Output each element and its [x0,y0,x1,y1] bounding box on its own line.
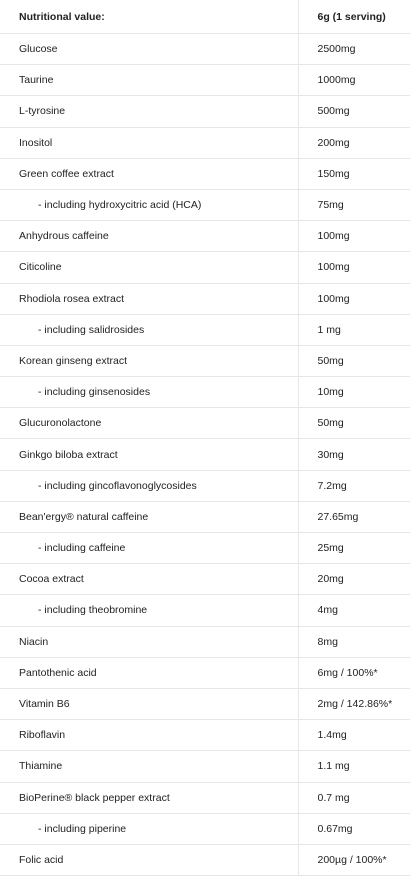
nutrient-name: - including hydroxycitric acid (HCA) [0,189,298,220]
nutrient-name: Vitamin B6 [0,688,298,719]
nutrient-value: 0.7 mg [298,782,410,813]
table-row [0,377,410,408]
nutrient-name: Niacin [0,626,298,657]
table-row [0,408,410,439]
nutrient-value: 150mg [298,158,410,189]
table-row [0,564,410,595]
nutrient-name: Green coffee extract [0,158,298,189]
nutrient-name: - including ginsenosides [0,377,298,408]
table-row [0,65,410,96]
nutrient-value: 50mg [298,345,410,376]
table-row [0,439,410,470]
table-row [0,782,410,813]
nutrient-value: 27.65mg [298,501,410,532]
table-row [0,252,410,283]
nutrient-value: 6mg / 100%* [298,657,410,688]
nutrient-value: 100mg [298,221,410,252]
nutrient-name: Bean'ergy® natural caffeine [0,501,298,532]
nutrient-value: 2mg / 142.86%* [298,688,410,719]
nutrient-value: 1 mg [298,314,410,345]
nutrient-value: 10mg [298,377,410,408]
table-row [0,221,410,252]
table-header-row [0,0,410,34]
nutrient-name: Folic acid [0,844,298,875]
nutrient-value: 1.4mg [298,720,410,751]
header-serving: 6g (1 serving) [298,0,410,34]
table-row [0,127,410,158]
nutrient-name: Glucose [0,34,298,65]
nutrient-name: Cocoa extract [0,564,298,595]
nutrient-name: Citicoline [0,252,298,283]
table-row [0,283,410,314]
nutrient-value: 1.1 mg [298,751,410,782]
table-row [0,470,410,501]
table-row [0,533,410,564]
nutrient-name: Thiamine [0,751,298,782]
nutrient-value: 25mg [298,533,410,564]
nutrient-value: 7.2mg [298,470,410,501]
nutrient-value: 2500mg [298,34,410,65]
nutrient-value: 8mg [298,626,410,657]
nutrient-name: Anhydrous caffeine [0,221,298,252]
table-row [0,158,410,189]
nutrient-name: - including piperine [0,813,298,844]
nutrient-name: Riboflavin [0,720,298,751]
table-row [0,345,410,376]
table-body [0,34,410,876]
header-name: Nutritional value: [0,0,298,34]
nutrient-name: Rhodiola rosea extract [0,283,298,314]
nutrient-name: L-tyrosine [0,96,298,127]
nutrient-name: Inositol [0,127,298,158]
table-row [0,751,410,782]
table-row [0,34,410,65]
table-row [0,720,410,751]
nutrient-value: 1000mg [298,65,410,96]
nutrient-value: 100mg [298,283,410,314]
table-row [0,189,410,220]
nutrient-name: Taurine [0,65,298,96]
table-row [0,96,410,127]
nutrient-value: 100mg [298,252,410,283]
nutrient-name: Glucuronolactone [0,408,298,439]
nutrient-name: - including salidrosides [0,314,298,345]
table-row [0,501,410,532]
nutrient-value: 200mg [298,127,410,158]
nutrient-value: 200µg / 100%* [298,844,410,875]
table-row [0,626,410,657]
nutrient-name: - including caffeine [0,533,298,564]
nutrient-value: 75mg [298,189,410,220]
nutrient-value: 20mg [298,564,410,595]
nutrient-name: - including theobromine [0,595,298,626]
nutrient-name: - including gincoflavonoglycosides [0,470,298,501]
table-row [0,314,410,345]
nutrient-value: 4mg [298,595,410,626]
table-row [0,688,410,719]
nutrient-value: 0.67mg [298,813,410,844]
table-row [0,595,410,626]
nutrient-name: Pantothenic acid [0,657,298,688]
nutrient-name: Ginkgo biloba extract [0,439,298,470]
table-row [0,813,410,844]
nutrient-value: 500mg [298,96,410,127]
nutrient-value: 30mg [298,439,410,470]
table-row [0,657,410,688]
nutrient-value: 50mg [298,408,410,439]
nutrient-name: Korean ginseng extract [0,345,298,376]
table-row [0,844,410,875]
nutrient-name: BioPerine® black pepper extract [0,782,298,813]
